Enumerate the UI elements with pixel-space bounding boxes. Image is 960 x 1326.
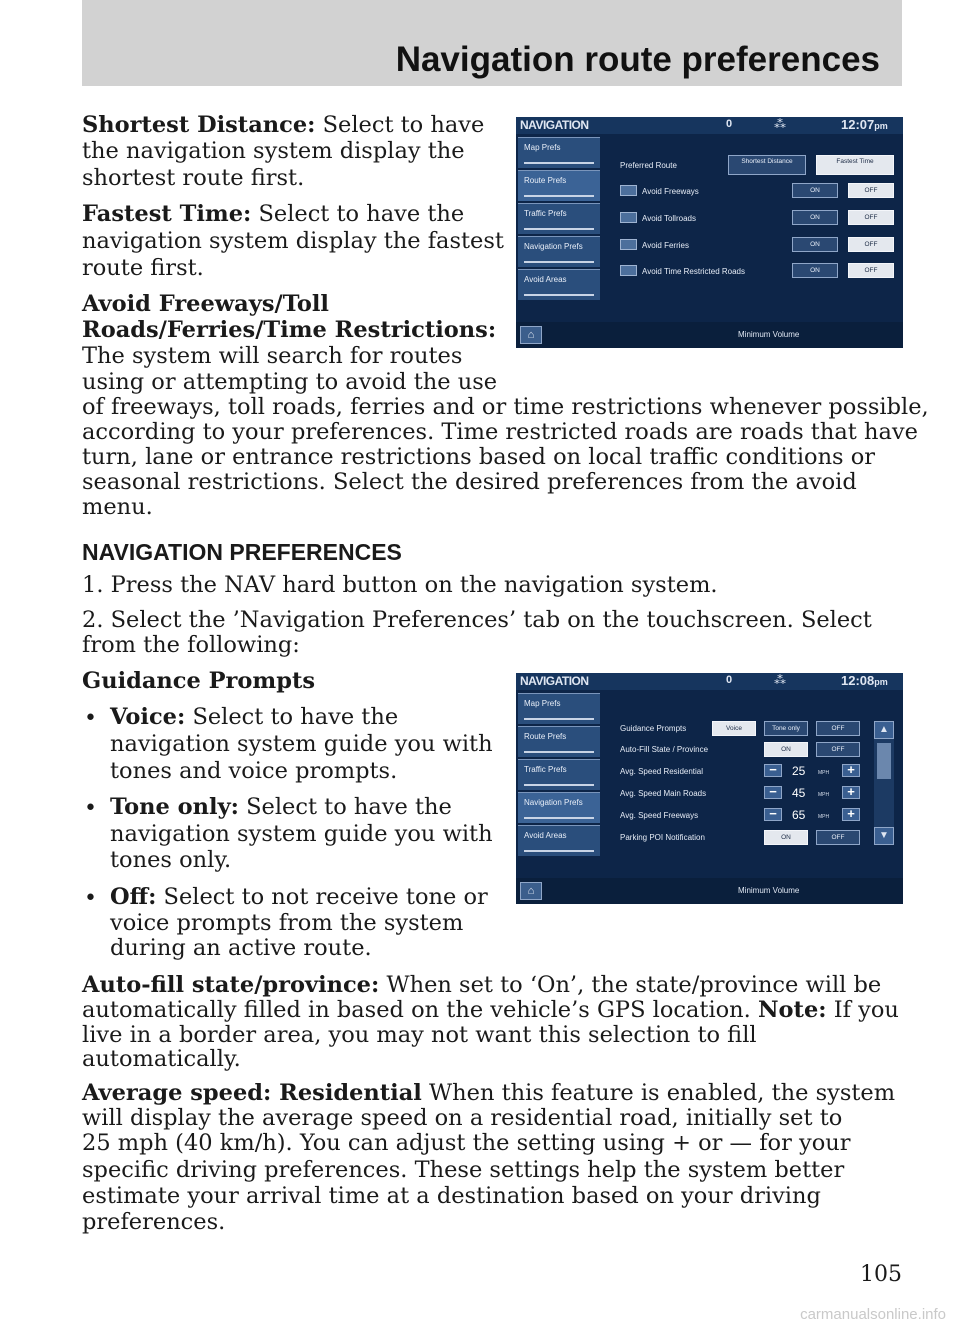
tone-line-1: [110, 795, 452, 821]
time-restricted-icon: [620, 265, 637, 276]
voice-line-2: navigation system guide you with: [110, 731, 493, 757]
shortest-label: Shortest Distance:: [82, 112, 316, 138]
step-2-line-2: from the following:: [82, 632, 300, 658]
tab-map-prefs[interactable]: Map Prefs: [518, 693, 600, 724]
avoid-label-1: Avoid Freeways/Toll: [82, 291, 329, 317]
tone-line-3: tones only.: [110, 847, 232, 873]
voice-line-1: [110, 705, 398, 731]
avoid-line-3: of freeways, toll roads, ferries and or time restrictions whenever possible,: [82, 394, 929, 420]
screen-bottom-bar: [516, 322, 903, 348]
clock-ampm: pm: [874, 677, 888, 687]
avoid-freeways-on-button[interactable]: ON: [792, 183, 838, 198]
avoid-tollroads-off-button[interactable]: OFF: [848, 210, 894, 225]
tab-map-prefs[interactable]: Map Prefs: [518, 137, 600, 168]
parking-on-button[interactable]: ON: [764, 830, 808, 845]
autofill-line-4: automatically.: [82, 1046, 241, 1072]
clock-time: 12:08: [841, 673, 875, 688]
bullet-tone: •: [84, 796, 97, 821]
avg-speed-freeways-label: Avg. Speed Freeways: [620, 811, 699, 820]
tab-traffic-prefs[interactable]: Traffic Prefs: [518, 759, 600, 790]
freeways-minus-button[interactable]: −: [764, 808, 782, 821]
page-title: Navigation route preferences: [395, 40, 880, 79]
status-icon: 0: [726, 118, 733, 130]
note-label: Note:: [757, 997, 827, 1023]
avg-line-4: specific driving preferences. These settings help the system better: [82, 1157, 845, 1183]
scroll-down-icon[interactable]: ▼: [874, 827, 894, 845]
scroll-thumb[interactable]: [877, 743, 891, 779]
autofill-line-1: [82, 973, 881, 999]
avoid-line-2: using or attempting to avoid the use: [82, 369, 498, 395]
guidance-prompts-heading: Guidance Prompts: [82, 668, 316, 694]
clock-time: 12:07: [841, 117, 875, 132]
avoid-line-5: turn, lane or entrance restrictions based on local traffic conditions or: [82, 444, 876, 470]
residential-unit: MPH: [818, 770, 830, 776]
volume-label: Minimum Volume: [738, 330, 800, 339]
fastest-label: Fastest Time:: [82, 201, 252, 227]
autofill-label: Auto-fill state/province:: [82, 972, 380, 998]
freeway-icon: [620, 185, 637, 196]
tone-only-button[interactable]: Tone only: [764, 721, 808, 736]
tab-navigation-prefs[interactable]: Navigation Prefs: [518, 236, 600, 267]
shortest-text-1: Select to have: [322, 112, 485, 138]
voice-text-1: Select to have the: [192, 704, 399, 730]
freeways-plus-button[interactable]: +: [842, 808, 860, 821]
autofill-text-2b: If you: [833, 997, 899, 1023]
autofill-line-2: [82, 998, 899, 1024]
avg-speed-residential-label: Avg. Speed Residential: [620, 767, 704, 776]
bullet-off: •: [84, 886, 97, 911]
voice-label: Voice:: [110, 704, 186, 730]
autofill-on-button[interactable]: ON: [764, 742, 808, 757]
screen-bottom-bar: [516, 878, 903, 904]
screen-title: NAVIGATION: [520, 118, 589, 132]
avg-text-1: When this feature is enabled, the system: [429, 1080, 896, 1106]
step-2-line-1: 2. Select the ’Navigation Preferences’ tab on the touchscreen. Select: [82, 607, 872, 633]
autofill-text-2a: automatically filled in based on the vehicle’s GPS location.: [82, 997, 751, 1023]
avg-line-3: 25 mph (40 km/h). You can adjust the setting using + or — for your: [82, 1130, 851, 1156]
step-1: 1. Press the NAV hard button on the navigation system.: [82, 572, 718, 598]
residential-minus-button[interactable]: −: [764, 764, 782, 777]
fastest-time-button[interactable]: Fastest Time: [816, 155, 894, 175]
avg-line-2: will display the average speed on a residential road, initially set to: [82, 1105, 843, 1131]
shortest-line-1: [82, 113, 484, 139]
main-roads-speed-value: 45: [792, 786, 806, 800]
avoid-freeways-off-button[interactable]: OFF: [848, 183, 894, 198]
autofill-off-button[interactable]: OFF: [816, 742, 860, 757]
off-line-1: [110, 885, 488, 911]
avoid-freeways-label: Avoid Freeways: [642, 187, 699, 196]
freeways-speed-value: 65: [792, 808, 806, 822]
screen-titlebar: [516, 673, 903, 690]
avoid-line-7: menu.: [82, 494, 153, 520]
clock: [841, 117, 888, 132]
tab-avoid-areas[interactable]: Avoid Areas: [518, 825, 600, 856]
guidance-prompts-label: Guidance Prompts: [620, 724, 687, 733]
avoid-line-4: according to your preferences. Time restricted roads are roads that have: [82, 419, 918, 445]
avoid-line-6: seasonal restrictions. Select the desired preferences from the avoid: [82, 469, 857, 495]
residential-speed-value: 25: [792, 764, 806, 778]
tab-avoid-areas[interactable]: Avoid Areas: [518, 269, 600, 300]
shortest-line-2: the navigation system display the: [82, 138, 465, 164]
avoid-ferries-off-button[interactable]: OFF: [848, 237, 894, 252]
tollroad-icon: [620, 212, 637, 223]
shortest-line-3: shortest route first.: [82, 165, 305, 191]
main-roads-minus-button[interactable]: −: [764, 786, 782, 799]
freeways-unit: MPH: [818, 814, 830, 820]
tab-route-prefs[interactable]: Route Prefs: [518, 726, 600, 757]
signal-icon: ⁂: [774, 673, 786, 687]
avoid-ferries-label: Avoid Ferries: [642, 241, 689, 250]
home-icon[interactable]: ⌂: [520, 882, 542, 900]
off-line-3: during an active route.: [110, 935, 372, 961]
avoid-time-restricted-on-button[interactable]: ON: [792, 263, 838, 278]
off-line-2: voice prompts from the system: [110, 910, 464, 936]
avoid-time-restricted-label: Avoid Time Restricted Roads: [642, 267, 746, 276]
residential-plus-button[interactable]: +: [842, 764, 860, 777]
avg-line-5: estimate your arrival time at a destination based on your driving: [82, 1183, 821, 1209]
tab-navigation-prefs[interactable]: Navigation Prefs: [518, 792, 600, 823]
status-icon: 0: [726, 674, 733, 686]
scroll-up-icon[interactable]: ▲: [874, 721, 894, 739]
signal-icon: ⁂: [774, 117, 786, 131]
screen-titlebar: [516, 117, 903, 134]
tone-text-1: Select to have the: [246, 794, 452, 820]
header-band: [82, 0, 902, 86]
nav-screen-route-prefs: [516, 117, 903, 348]
ferry-icon: [620, 239, 637, 250]
page-number: 105: [860, 1262, 902, 1287]
scrollbar[interactable]: [874, 721, 894, 845]
shortest-distance-button[interactable]: Shortest Distance: [728, 155, 806, 175]
off-label: Off:: [110, 884, 157, 910]
clock-ampm: pm: [874, 121, 888, 131]
tab-route-prefs[interactable]: Route Prefs: [518, 170, 600, 201]
tone-label: Tone only:: [110, 794, 239, 820]
avg-line-6: preferences.: [82, 1209, 226, 1235]
avg-speed-main-roads-label: Avg. Speed Main Roads: [620, 789, 707, 798]
main-roads-plus-button[interactable]: +: [842, 786, 860, 799]
avg-line-1: [82, 1081, 895, 1107]
avoid-time-restricted-off-button[interactable]: OFF: [848, 263, 894, 278]
autofill-label: Auto-Fill State / Province: [620, 745, 709, 754]
avg-speed-label: Average speed: Residential: [82, 1080, 422, 1106]
avoid-tollroads-label: Avoid Tollroads: [642, 214, 696, 223]
autofill-text-1: When set to ‘On’, the state/province will be: [386, 972, 882, 998]
avoid-ferries-on-button[interactable]: ON: [792, 237, 838, 252]
voice-line-3: tones and voice prompts.: [110, 758, 398, 784]
preferred-route-label: Preferred Route: [620, 161, 677, 170]
main-roads-unit: MPH: [818, 792, 830, 798]
tone-line-2: navigation system guide you with: [110, 821, 493, 847]
screen-title: NAVIGATION: [520, 674, 589, 688]
fastest-line-3: route first.: [82, 255, 204, 281]
parking-off-button[interactable]: OFF: [816, 830, 860, 845]
watermark: carmanualsonline.info: [800, 1306, 946, 1323]
fastest-line-1: [82, 202, 464, 228]
avoid-tollroads-on-button[interactable]: ON: [792, 210, 838, 225]
avoid-label-2: Roads/Ferries/Time Restrictions:: [82, 317, 497, 343]
nav-screen-navigation-prefs: [516, 673, 903, 904]
volume-label: Minimum Volume: [738, 886, 800, 895]
guidance-off-button[interactable]: OFF: [816, 721, 860, 736]
parking-poi-label: Parking POI Notification: [620, 833, 705, 842]
fastest-line-2: navigation system display the fastest: [82, 228, 504, 254]
tab-traffic-prefs[interactable]: Traffic Prefs: [518, 203, 600, 234]
fastest-text-1: Select to have the: [258, 201, 465, 227]
autofill-line-3: live in a border area, you may not want this selection to fill: [82, 1022, 757, 1048]
voice-button[interactable]: Voice: [712, 721, 756, 736]
clock: [841, 673, 888, 688]
nav-preferences-heading: NAVIGATION PREFERENCES: [82, 539, 402, 565]
home-icon[interactable]: ⌂: [520, 326, 542, 344]
off-text-1: Select to not receive tone or: [163, 884, 488, 910]
bullet-voice: •: [84, 706, 97, 731]
avoid-line-1: The system will search for routes: [82, 343, 463, 369]
